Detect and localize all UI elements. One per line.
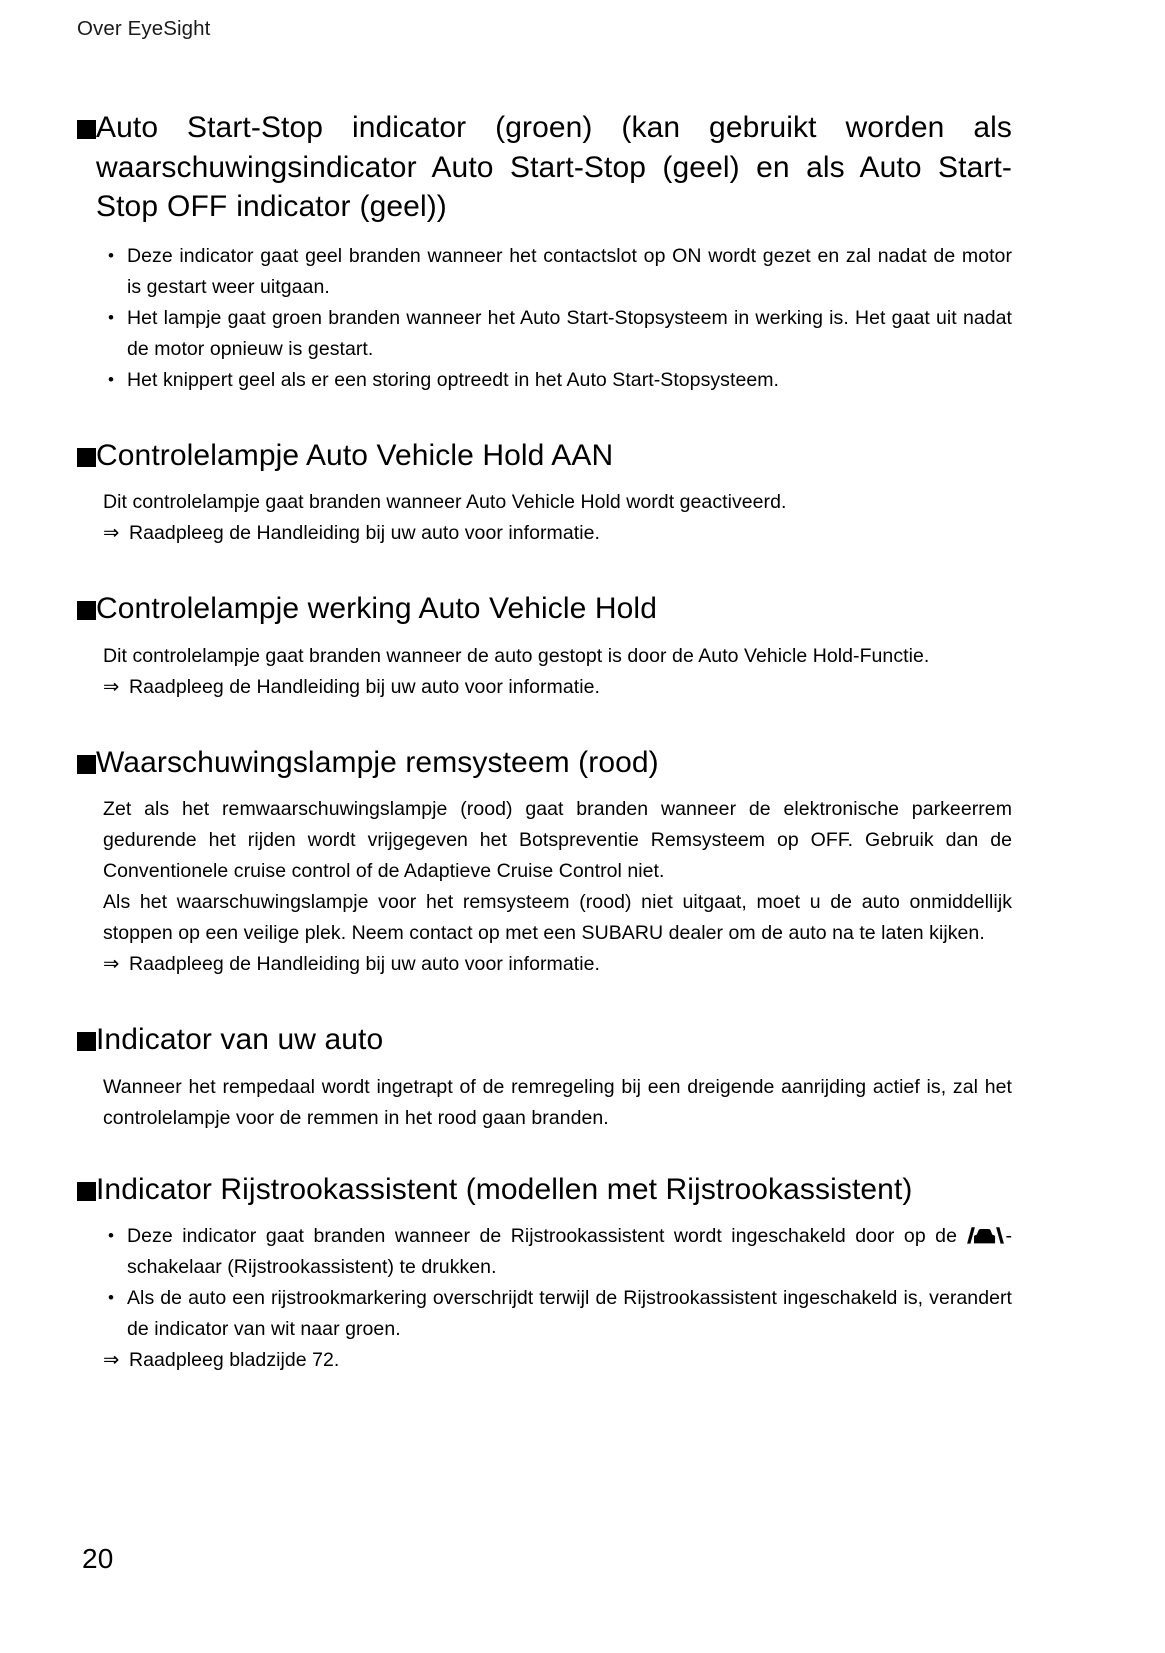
section-heading-waarschuwingslampje-remsysteem [77,743,1012,783]
cross-reference-text: Raadpleeg de Handleiding bij uw auto voor informatie. [129,953,600,975]
double-right-arrow-icon: ⇒ [103,675,120,698]
body-paragraph: Wanneer het rempedaal wordt ingetrapt of de remregeling bij een dreigende aanrijding actief is, zal het controlelampje voor de remmen in het rood gaan branden. [103,1075,1012,1129]
body-paragraph: Dit controlelampje gaat branden wanneer de auto gestopt is door de Auto Vehicle Hold-Functie. [103,644,930,667]
bullet-list-rijstrookassistent [77,1221,1012,1345]
section-heading-controlelampje-auto-vehicle-hold-aan [77,436,1012,476]
cross-reference-text: Raadpleeg de Handleiding bij uw auto voor informatie. [129,522,600,544]
cross-reference [77,518,1012,549]
heading-text: Controlelampje Auto Vehicle Hold AAN [96,438,614,472]
heading-text: Controlelampje werking Auto Vehicle Hold [96,592,657,625]
list-item-text-after: -schakelaar (Rijstrookassistent) te drukken. [127,1225,1012,1278]
page-content [77,108,1012,1376]
square-bullet-icon [77,1182,96,1201]
section-heading-indicator-rijstrookassistent [77,1170,1012,1210]
cross-reference [77,672,1012,703]
heading-text: Indicator Rijstrookassistent (modellen met Rijstrookassistent) [96,1172,913,1206]
section-heading-auto-start-stop-indicator [77,108,1012,227]
list-item [77,1221,1012,1283]
double-right-arrow-icon: ⇒ [103,522,120,544]
heading-text: Waarschuwingslampje remsysteem (rood) [96,745,659,779]
square-bullet-icon [77,601,96,620]
list-item: • Het knippert geel als er een storing optreedt in het Auto Start-Stopsysteem. [77,365,1012,396]
body-paragraph: Zet als het remwaarschuwingslampje (rood) gaat branden wanneer de elektronische parkeerrem gedurende het rijden wordt vrijgegeven het Botspreventie Remsysteem op OFF. Gebruik dan de Conventionele cruise control of de Adaptieve Cruise Control niet. [103,798,1012,882]
section-heading-indicator-van-uw-auto [77,1020,1012,1060]
body-paragraph: Dit controlelampje gaat branden wanneer Auto Vehicle Hold wordt geactiveerd. [103,491,787,513]
list-item: • Deze indicator gaat geel branden wanneer het contactslot op ON wordt gezet en zal nadat de motor is gestart weer uitgaan. [77,241,1012,303]
square-bullet-icon [77,1032,96,1051]
section-heading-controlelampje-werking-auto-vehicle-hold [77,589,1012,629]
cross-reference [77,949,1012,980]
double-right-arrow-icon: ⇒ [103,953,120,975]
page-number: 20 [82,1543,114,1574]
square-bullet-icon [77,448,96,467]
list-item-text-before: Deze indicator gaat branden wanneer de Rijstrookassistent wordt ingeschakeld door op de [127,1225,967,1247]
heading-text: Indicator van uw auto [96,1023,384,1056]
list-item: • Als de auto een rijstrookmarkering overschrijdt terwijl de Rijstrookassistent ingeschakeld is, verandert de indicator van wit naar groen. [77,1283,1012,1345]
double-right-arrow-icon: ⇒ [103,1349,120,1371]
bullet-list-auto-start-stop [77,241,1012,396]
cross-reference-text: Raadpleeg bladzijde 72. [129,1349,340,1371]
body-paragraph: Als het waarschuwingslampje voor het remsysteem (rood) niet uitgaat, moet u de auto onmiddellijk stoppen op een veilige plek. Neem contact op met een SUBARU dealer om de auto na te laten kijken. [103,891,1012,944]
square-bullet-icon [77,755,96,774]
cross-reference-text: Raadpleeg de Handleiding bij uw auto voor informatie. [129,675,600,698]
cross-reference [77,1345,1012,1376]
lane-assist-car-icon [967,1226,1004,1245]
list-item: • Het lampje gaat groen branden wanneer het Auto Start-Stopsysteem in werking is. Het gaat uit nadat de motor opnieuw is gestart. [77,303,1012,365]
square-bullet-icon [77,120,96,139]
running-head: Over EyeSight [77,17,211,40]
heading-text: Auto Start-Stop indicator (groen) (kan gebruikt worden als waarschuwingsindicator Auto Start-Stop (geel) en als Auto Start-Stop OFF indicator (geel)) [96,111,1012,223]
